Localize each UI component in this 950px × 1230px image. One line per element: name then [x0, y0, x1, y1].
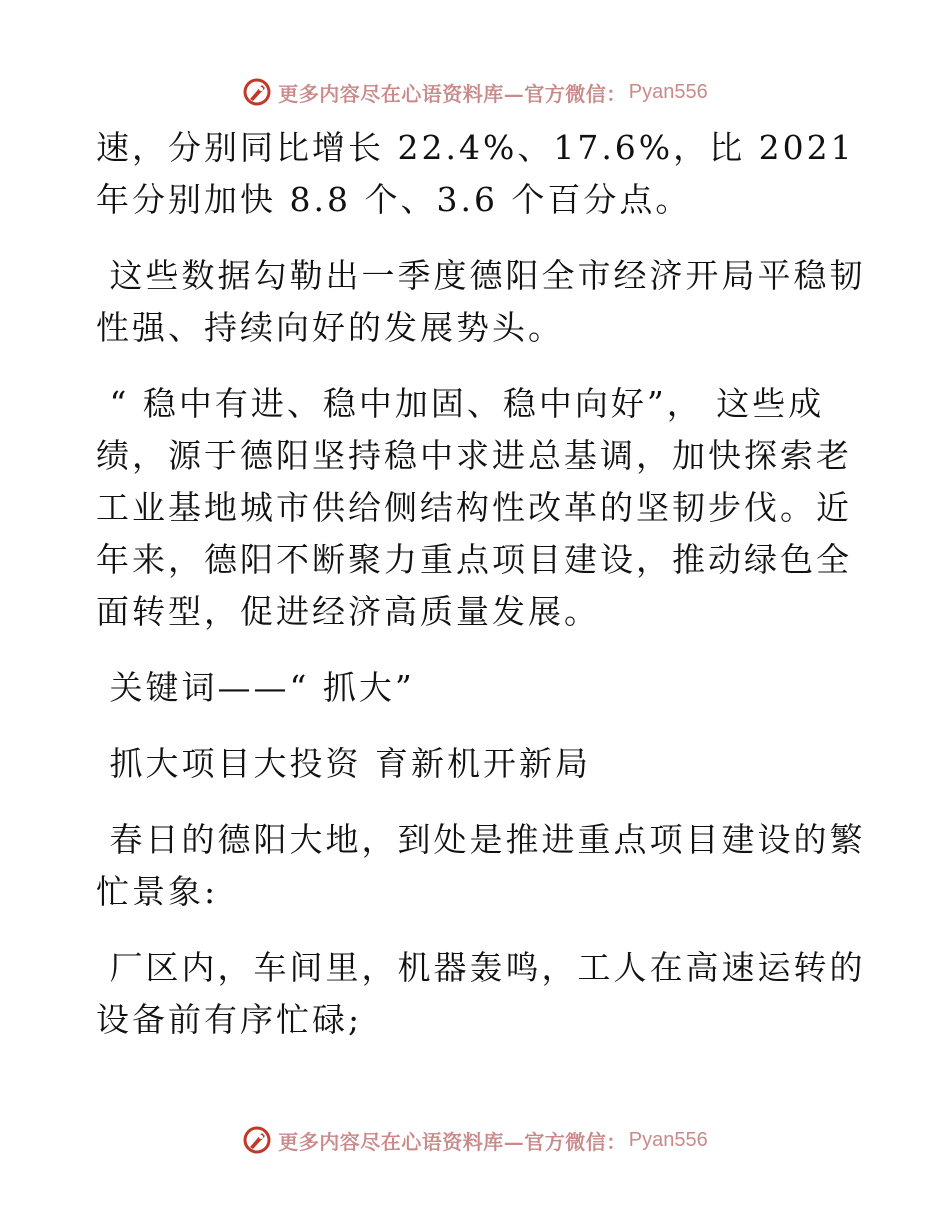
section-keyword-heading: 关键词——“ 抓大” [96, 668, 415, 707]
paragraph-1: 速，分别同比增长 22.4%、17.6%，比 2021 年分别加快 8.8 个、3.6 个百分点。 [96, 128, 869, 219]
paragraph-5: 厂区内，车间里，机器轰鸣，工人在高速运转的设备前有序忙碌; [96, 948, 866, 1039]
header-banner-text: 更多内容尽在心语资料库—官方微信： [278, 81, 627, 106]
pen-logo-icon [242, 77, 272, 107]
pen-logo-icon [242, 1125, 272, 1155]
document-body [96, 122, 869, 1070]
section-subheading: 抓大项目大投资 育新机开新局 [96, 744, 591, 783]
footer-banner [0, 1120, 950, 1160]
paragraph-4: 春日的德阳大地，到处是推进重点项目建设的繁忙景象: [96, 820, 866, 911]
footer-banner-text: 更多内容尽在心语资料库—官方微信： [278, 1129, 627, 1154]
paragraph-3: “ 稳中有进、稳中加固、稳中向好”， 这些成绩，源于德阳坚持稳中求进总基调，加快探索老工业基地城市供给侧结构性改革的坚韧步伐。近年来，德阳不断聚力重点项目建设，推动绿色全面转型，促进经济高质量发展。 [96, 384, 852, 631]
paragraph-2: 这些数据勾勒出一季度德阳全市经济开局平稳韧性强、持续向好的发展势头。 [96, 256, 866, 347]
header-banner-id: Pyan556 [628, 80, 708, 103]
header-banner [0, 72, 950, 112]
footer-banner-id: Pyan556 [628, 1128, 708, 1151]
